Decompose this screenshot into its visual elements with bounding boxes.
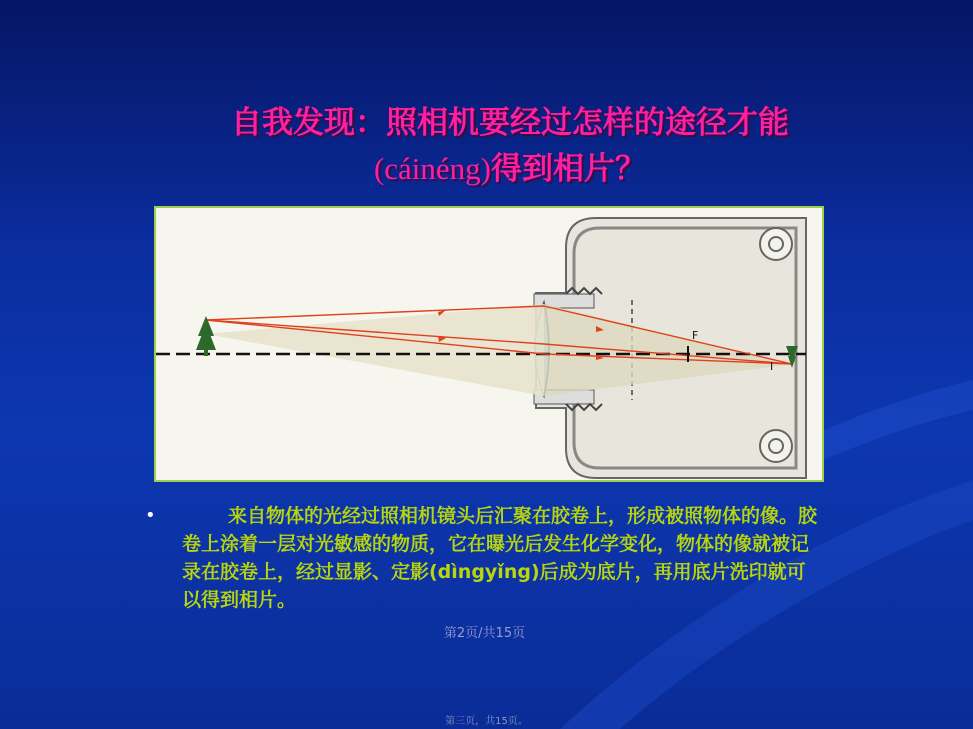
body-paragraph: 来自物体的光经过照相机镜头后汇聚在胶卷上，形成被照物体的像。胶卷上涂着一层对光敏感的物质，它在曝光后发生化学变化，物体的像就被记录在胶卷上，经过显影、定影(dìngyǐng)后成为底片，再用底片洗印就可以得到相片。 xyxy=(182,505,818,611)
top-knob xyxy=(760,228,792,260)
footer-text: 第三页，共15页。 xyxy=(445,716,528,727)
bullet-marker: • xyxy=(145,505,156,526)
image-label: I xyxy=(770,360,774,373)
bottom-knob xyxy=(760,430,792,462)
focal-point-label: F xyxy=(692,329,699,342)
title-pinyin: (cáinéng) xyxy=(373,151,492,186)
slide-title xyxy=(150,100,870,192)
page-number: 第2页/共15页 xyxy=(443,626,526,641)
title-line-2 xyxy=(150,146,870,192)
title-line-2-text: 得到相片？ xyxy=(491,151,647,187)
camera-optics-diagram xyxy=(154,206,824,482)
object-tree-icon xyxy=(196,316,216,356)
title-line-1: 自我发现：照相机要经过怎样的途径才能 xyxy=(231,105,789,141)
